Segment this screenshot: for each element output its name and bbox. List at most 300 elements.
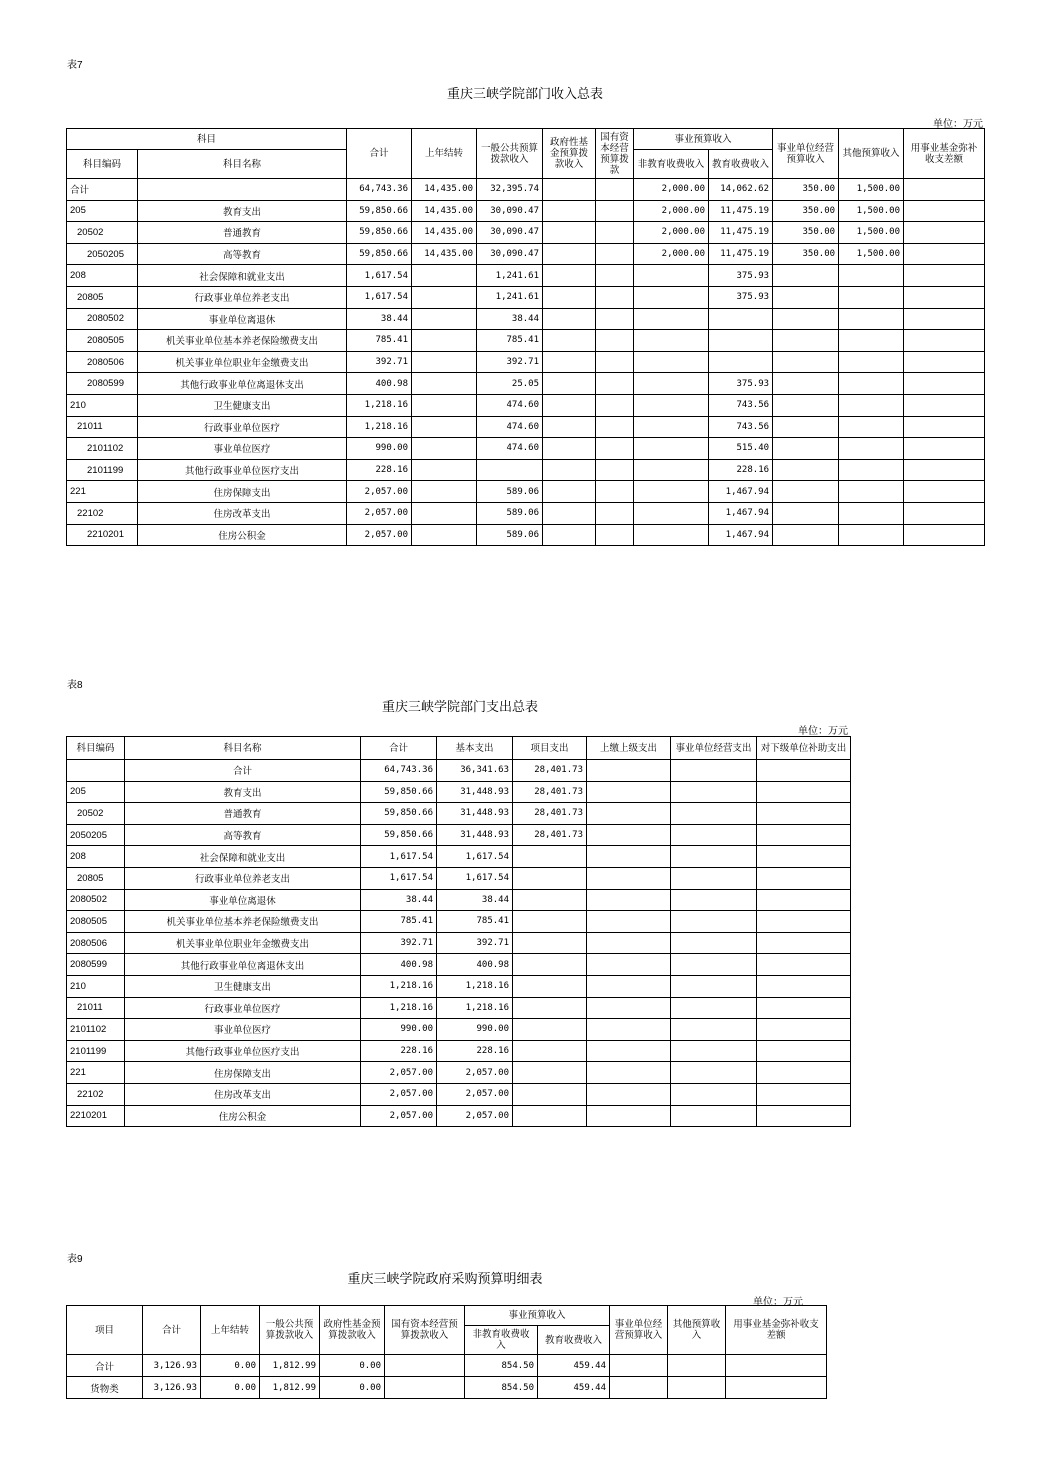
code-cell: 20805 [67,286,138,308]
stateown-cell [596,286,634,308]
fund-cell [904,481,985,503]
name-cell: 住房保障支出 [125,1062,361,1084]
stateown-cell [596,179,634,201]
table8-title: 重庆三峡学院部门支出总表 [381,699,538,714]
project-cell [513,867,587,889]
upper-cell [587,889,671,911]
fund-cell [904,200,985,222]
operate-cell [610,1355,668,1377]
carry-cell [412,459,477,481]
other-cell: 1,500.00 [839,179,904,201]
govfund-cell [543,265,596,287]
total-cell: 400.98 [361,954,437,976]
upper-cell [587,867,671,889]
general-cell: 785.41 [477,330,543,352]
noedu-cell [634,524,709,546]
table-row [67,502,985,524]
fund-cell [904,308,985,330]
upper-cell [587,824,671,846]
total-cell: 785.41 [361,911,437,933]
code-cell: 2101102 [67,1019,125,1041]
govfund-cell [543,243,596,265]
code-cell: 2210201 [67,524,138,546]
code-cell: 221 [67,481,138,503]
other-cell [839,438,904,460]
stateown-cell [596,416,634,438]
name-cell: 高等教育 [138,243,347,265]
code-cell: 21011 [67,997,125,1019]
edu-cell [709,330,773,352]
name-cell: 机关事业单位基本养老保险缴费支出 [125,911,361,933]
operate-cell [671,889,757,911]
lower-cell [757,997,851,1019]
operate-cell [610,1377,668,1399]
project-cell [513,911,587,933]
edu-cell: 459.44 [538,1355,610,1377]
lower-cell [757,760,851,782]
stateown-cell [596,394,634,416]
upper-cell [587,1040,671,1062]
stateown-cell [596,502,634,524]
header-code: 科目编码 [67,150,138,179]
code-cell: 205 [67,200,138,222]
project-cell [513,846,587,868]
table-row [67,954,851,976]
total-cell: 59,850.66 [347,222,412,244]
general-cell: 1,241.61 [477,265,543,287]
basic-cell: 1,218.16 [437,975,513,997]
carry-cell [412,481,477,503]
other-cell [839,330,904,352]
table-row [67,1083,851,1105]
code-cell: 20502 [67,803,125,825]
name-cell: 卫生健康支出 [125,975,361,997]
stateown-cell [596,351,634,373]
lower-cell [757,954,851,976]
name-cell: 行政事业单位医疗 [138,416,347,438]
project-cell [513,975,587,997]
stateown-cell [596,308,634,330]
operate-cell [773,330,839,352]
code-cell: 205 [67,781,125,803]
noedu-cell: 2,000.00 [634,200,709,222]
project-cell [513,932,587,954]
basic-cell: 1,617.54 [437,867,513,889]
noedu-cell [634,308,709,330]
total-cell: 1,617.54 [361,846,437,868]
other-cell [839,459,904,481]
table-row [67,243,985,265]
name-cell: 普通教育 [138,222,347,244]
edu-cell: 14,062.62 [709,179,773,201]
operate-cell [671,954,757,976]
other-cell: 1,500.00 [839,200,904,222]
header-govfund: 政府性基金预算拨款收入 [320,1306,385,1355]
lower-cell [757,824,851,846]
edu-cell: 743.56 [709,416,773,438]
code-cell: 2080505 [67,330,138,352]
edu-cell: 1,467.94 [709,502,773,524]
general-cell: 474.60 [477,394,543,416]
carry-cell [412,394,477,416]
code-cell: 208 [67,846,125,868]
operate-cell [671,803,757,825]
total-cell: 59,850.66 [361,824,437,846]
header-lower: 对下级单位补助支出 [757,737,851,760]
code-cell: 2080502 [67,889,125,911]
table-row [67,308,985,330]
stateown-cell [596,459,634,481]
noedu-cell: 2,000.00 [634,179,709,201]
noedu-cell [634,330,709,352]
code-cell: 2080506 [67,351,138,373]
table-row [67,1377,827,1399]
operate-cell [671,997,757,1019]
project-cell [513,1040,587,1062]
govfund-cell [543,200,596,222]
header-noedu: 非教育收费收入 [634,150,709,179]
stateown-cell [596,330,634,352]
edu-cell: 1,467.94 [709,481,773,503]
basic-cell: 31,448.93 [437,803,513,825]
total-cell: 2,057.00 [347,524,412,546]
table8-label: 表8 [67,680,83,691]
upper-cell [587,975,671,997]
carry-cell [412,330,477,352]
basic-cell: 228.16 [437,1040,513,1062]
operate-cell [671,760,757,782]
code-cell: 210 [67,975,125,997]
stateown-cell [596,524,634,546]
operate-cell [671,1040,757,1062]
upper-cell [587,954,671,976]
total-cell: 1,617.54 [347,265,412,287]
code-cell: 210 [67,394,138,416]
table-row [67,179,985,201]
table-row [67,459,985,481]
code-cell: 2080506 [67,932,125,954]
upper-cell [587,781,671,803]
other-cell: 1,500.00 [839,222,904,244]
name-cell: 事业单位离退休 [138,308,347,330]
header-govfund: 政府性基金预算拨款收入 [543,129,596,179]
lower-cell [757,846,851,868]
code-cell: 20502 [67,222,138,244]
header-edu: 教育收费收入 [709,150,773,179]
header-basic: 基本支出 [437,737,513,760]
table-row [67,394,985,416]
table-row [67,932,851,954]
header-total: 合计 [361,737,437,760]
other-cell [668,1377,726,1399]
carry-cell: 14,435.00 [412,200,477,222]
table-row [67,438,985,460]
procurement-table-body [67,1355,827,1399]
name-cell: 行政事业单位养老支出 [138,286,347,308]
edu-cell [709,308,773,330]
total-cell: 228.16 [347,459,412,481]
total-cell: 990.00 [347,438,412,460]
name-cell: 社会保障和就业支出 [125,846,361,868]
lower-cell [757,867,851,889]
basic-cell: 392.71 [437,932,513,954]
total-cell: 3,126.93 [143,1377,201,1399]
other-cell [839,481,904,503]
stateown-cell [596,265,634,287]
govfund-cell [543,416,596,438]
name-cell [138,179,347,201]
other-cell: 1,500.00 [839,243,904,265]
operate-cell [773,459,839,481]
name-cell: 事业单位离退休 [125,889,361,911]
noedu-cell [634,416,709,438]
table7-unit: 单位：万元 [933,119,983,130]
item-cell: 合计 [67,1355,143,1377]
operate-cell: 350.00 [773,222,839,244]
operate-cell [773,265,839,287]
stateown-cell [385,1355,465,1377]
upper-cell [587,1105,671,1127]
header-code: 科目编码 [67,737,125,760]
carry-cell [412,524,477,546]
header-stateown: 国有资本经营预算拨款 [596,129,634,179]
fund-cell [904,416,985,438]
name-cell: 教育支出 [125,781,361,803]
total-cell: 392.71 [347,351,412,373]
carry-cell: 0.00 [201,1377,260,1399]
govfund-cell [543,286,596,308]
table-row [67,760,851,782]
operate-cell [773,394,839,416]
total-cell: 1,218.16 [361,997,437,1019]
table-row [67,975,851,997]
upper-cell [587,760,671,782]
code-cell: 221 [67,1062,125,1084]
carry-cell [412,265,477,287]
name-cell: 住房公积金 [125,1105,361,1127]
operate-cell [671,975,757,997]
fund-cell [904,265,985,287]
operate-cell [671,911,757,933]
edu-cell: 375.93 [709,373,773,395]
upper-cell [587,911,671,933]
header-project: 项目支出 [513,737,587,760]
name-cell: 住房保障支出 [138,481,347,503]
other-cell [839,524,904,546]
header-other: 其他预算收入 [839,129,904,179]
code-cell: 21011 [67,416,138,438]
code-cell: 208 [67,265,138,287]
lower-cell [757,781,851,803]
edu-cell: 743.56 [709,394,773,416]
operate-cell: 350.00 [773,243,839,265]
name-cell: 事业单位医疗 [125,1019,361,1041]
general-cell: 30,090.47 [477,200,543,222]
general-cell: 25.05 [477,373,543,395]
edu-cell: 1,467.94 [709,524,773,546]
fund-cell [904,351,985,373]
lower-cell [757,1062,851,1084]
name-cell: 其他行政事业单位离退休支出 [138,373,347,395]
header-general: 一般公共预算拨款收入 [260,1306,320,1355]
basic-cell: 400.98 [437,954,513,976]
general-cell: 589.06 [477,502,543,524]
edu-cell: 375.93 [709,265,773,287]
expense-table-body [67,760,851,1127]
operate-cell: 350.00 [773,200,839,222]
header-fund: 用事业基金弥补收支差额 [904,129,985,179]
stateown-cell [596,373,634,395]
basic-cell: 2,057.00 [437,1083,513,1105]
header-general: 一般公共预算拨款收入 [477,129,543,179]
header-kemu: 科目 [67,129,347,150]
project-cell [513,1062,587,1084]
stateown-cell [596,243,634,265]
stateown-cell [596,438,634,460]
code-cell: 2101199 [67,1040,125,1062]
total-cell: 2,057.00 [361,1105,437,1127]
table-row [67,373,985,395]
general-cell: 32,395.74 [477,179,543,201]
name-cell: 行政事业单位医疗 [125,997,361,1019]
general-cell: 589.06 [477,481,543,503]
carry-cell: 14,435.00 [412,179,477,201]
other-cell [668,1355,726,1377]
table-row [67,351,985,373]
operate-cell [671,1083,757,1105]
edu-cell: 11,475.19 [709,243,773,265]
lower-cell [757,1083,851,1105]
header-item: 项目 [67,1306,143,1355]
basic-cell: 38.44 [437,889,513,911]
header-edu: 教育收费收入 [538,1326,610,1355]
table-row [67,416,985,438]
noedu-cell: 2,000.00 [634,243,709,265]
other-cell [839,373,904,395]
operate-cell [773,286,839,308]
carry-cell [412,351,477,373]
table-row [67,997,851,1019]
noedu-cell [634,373,709,395]
table-row [67,524,985,546]
general-cell: 474.60 [477,416,543,438]
total-cell: 2,057.00 [347,481,412,503]
table-row [67,1040,851,1062]
operate-cell [773,416,839,438]
operate-cell [671,932,757,954]
project-cell [513,1105,587,1127]
govfund-cell [543,330,596,352]
upper-cell [587,1019,671,1041]
table-row [67,1105,851,1127]
project-cell: 28,401.73 [513,803,587,825]
fund-cell [904,243,985,265]
operate-cell: 350.00 [773,179,839,201]
fund-cell [904,373,985,395]
edu-cell: 11,475.19 [709,222,773,244]
table-row [67,200,985,222]
total-cell: 990.00 [361,1019,437,1041]
code-cell: 2210201 [67,1105,125,1127]
operate-cell [671,846,757,868]
upper-cell [587,1083,671,1105]
table-row [67,781,851,803]
table-row [67,1062,851,1084]
lower-cell [757,932,851,954]
project-cell [513,954,587,976]
name-cell: 机关事业单位职业年金缴费支出 [125,932,361,954]
fund-cell [726,1377,827,1399]
operate-cell [773,481,839,503]
carry-cell [412,502,477,524]
expense-summary-table [66,736,851,1127]
header-operate: 事业单位经营预算收入 [610,1306,668,1355]
stateown-cell [596,481,634,503]
operate-cell [671,824,757,846]
code-cell: 2080502 [67,308,138,330]
name-cell: 其他行政事业单位医疗支出 [125,1040,361,1062]
other-cell [839,308,904,330]
basic-cell: 1,617.54 [437,846,513,868]
total-cell: 64,743.36 [347,179,412,201]
table-row [67,889,851,911]
name-cell: 高等教育 [125,824,361,846]
operate-cell [671,1105,757,1127]
govfund-cell [543,481,596,503]
fund-cell [904,438,985,460]
noedu-cell: 854.50 [465,1377,538,1399]
carry-cell: 0.00 [201,1355,260,1377]
upper-cell [587,846,671,868]
code-cell: 2080599 [67,954,125,976]
fund-cell [904,179,985,201]
carry-cell [412,308,477,330]
name-cell: 事业单位医疗 [138,438,347,460]
code-cell: 22102 [67,502,138,524]
basic-cell: 785.41 [437,911,513,933]
total-cell: 59,850.66 [347,200,412,222]
table9-unit: 单位：万元 [753,1297,803,1308]
project-cell [513,889,587,911]
header-name: 科目名称 [125,737,361,760]
basic-cell: 36,341.63 [437,760,513,782]
lower-cell [757,1040,851,1062]
basic-cell: 31,448.93 [437,824,513,846]
code-cell: 2101102 [67,438,138,460]
table-row [67,867,851,889]
table-row [67,330,985,352]
stateown-cell [596,200,634,222]
name-cell: 其他行政事业单位医疗支出 [138,459,347,481]
name-cell: 教育支出 [138,200,347,222]
operate-cell [773,308,839,330]
carry-cell [412,416,477,438]
upper-cell [587,803,671,825]
total-cell: 38.44 [361,889,437,911]
lower-cell [757,889,851,911]
lower-cell [757,975,851,997]
fund-cell [904,222,985,244]
code-cell: 2050205 [67,243,138,265]
carry-cell [412,438,477,460]
basic-cell: 1,218.16 [437,997,513,1019]
name-cell: 住房公积金 [138,524,347,546]
other-cell [839,416,904,438]
code-cell: 2080599 [67,373,138,395]
noedu-cell [634,459,709,481]
operate-cell [671,781,757,803]
header-other: 其他预算收入 [668,1306,726,1355]
